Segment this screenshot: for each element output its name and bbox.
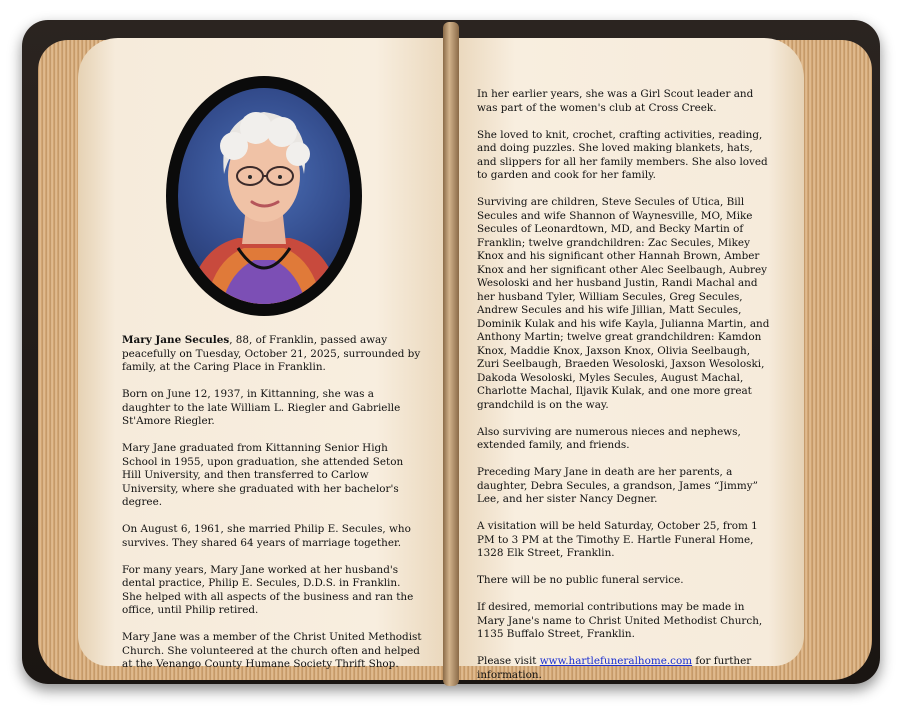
website-suffix: for further information. [477,655,752,681]
portrait-frame [166,76,362,316]
book-spine [443,22,459,686]
portrait-photo [178,88,350,304]
right-column-text [477,88,772,696]
career-paragraph: For many years, Mary Jane worked at her husband's dental practice, Philip E. Secules, D.D.S. in Franklin. She helped with all aspects of the business and ran the office, until Philip retired. [122,563,414,616]
deceased-name: Mary Jane Secules [122,334,230,346]
funeral-home-link[interactable]: www.hartlefuneralhome.com [539,655,693,667]
extended-family-paragraph: Also surviving are numerous nieces and nephews, extended family, and friends. [477,425,741,451]
visitation-paragraph: A visitation will be held Saturday, October 25, from 1 PM to 3 PM at the Timothy E. Hartle Funeral Home, 1328 Elk Street, Franklin. [477,520,758,559]
website-paragraph [477,655,772,682]
early-years-paragraph: In her earlier years, she was a Girl Scout leader and was part of the women's club at Cross Creek. [477,88,754,114]
church-paragraph: Mary Jane was a member of the Christ United Methodist Church. She volunteered at the church often and helped at the Venango County Humane Society Thrift Shop. [122,631,422,670]
education-paragraph: Mary Jane graduated from Kittanning Senior High School in 1955, upon graduation, she attended Seton Hill University, and then transferred to Carlow University, where she graduated with her bachelor's degree. [122,442,404,508]
birth-paragraph: Born on June 12, 1937, in Kittanning, she was a daughter to the late William L. Riegler and Gabrielle St'Amore Riegler. [122,388,401,427]
intro-text: , 88, of Franklin, passed away peacefully on Tuesday, October 21, 2025, surrounded by family, at the Caring Place in Franklin. [122,334,421,373]
left-column-text [122,334,422,685]
website-prefix: Please visit [477,655,540,667]
service-paragraph: There will be no public funeral service. [477,574,684,586]
preceded-paragraph: Preceding Mary Jane in death are her parents, a daughter, Debra Secules, a grandson, James “Jimmy” Lee, and her sister Nancy Degner. [477,466,758,505]
portrait-icon [178,88,350,304]
memorial-paragraph: If desired, memorial contributions may be made in Mary Jane's name to Christ United Methodist Church, 1135 Buffalo Street, Franklin. [477,601,763,640]
obituary-intro [122,334,422,375]
survivors-paragraph: Surviving are children, Steve Secules of Utica, Bill Secules and wife Shannon of Waynesville, MO, Mike Secules of Leonardtown, MD, and Becky Martin of Franklin; twelve grandchildren: Zac Secules, Mikey Knox and his significant other Hannah Brown, Amber Knox and her significant other Alec Seelbaugh, Aubrey Wesoloski and her husband Justin, Randi Machal and her husband Tyler, William Secules, Greg Secules, Andrew Secules and his wife Jillian, Matt Secules, Dominik Kulak and his wife Kayla, Julianna Martin, and Anthony Martin; twelve great grandchildren: Kamdon Knox, Maddie Knox, Jaxson Knox, Olivia Seelbaugh, Zuri Seelbaugh, Braeden Wesoloski, Jaxson Wesoloski, Dakoda Wesoloski, Myles Secules, August Machal, Charlotte Machal, Iljavik Kulak, and one more great grandchild is on the way. [477,196,770,411]
marriage-paragraph: On August 6, 1961, she married Philip E. Secules, who survives. They shared 64 years of marriage together. [122,523,411,549]
hobbies-paragraph: She loved to knit, crochet, crafting activities, reading, and doing puzzles. She loved making blankets, hats, and slippers for all her family members. She also loved to garden and cook for her family. [477,128,768,181]
